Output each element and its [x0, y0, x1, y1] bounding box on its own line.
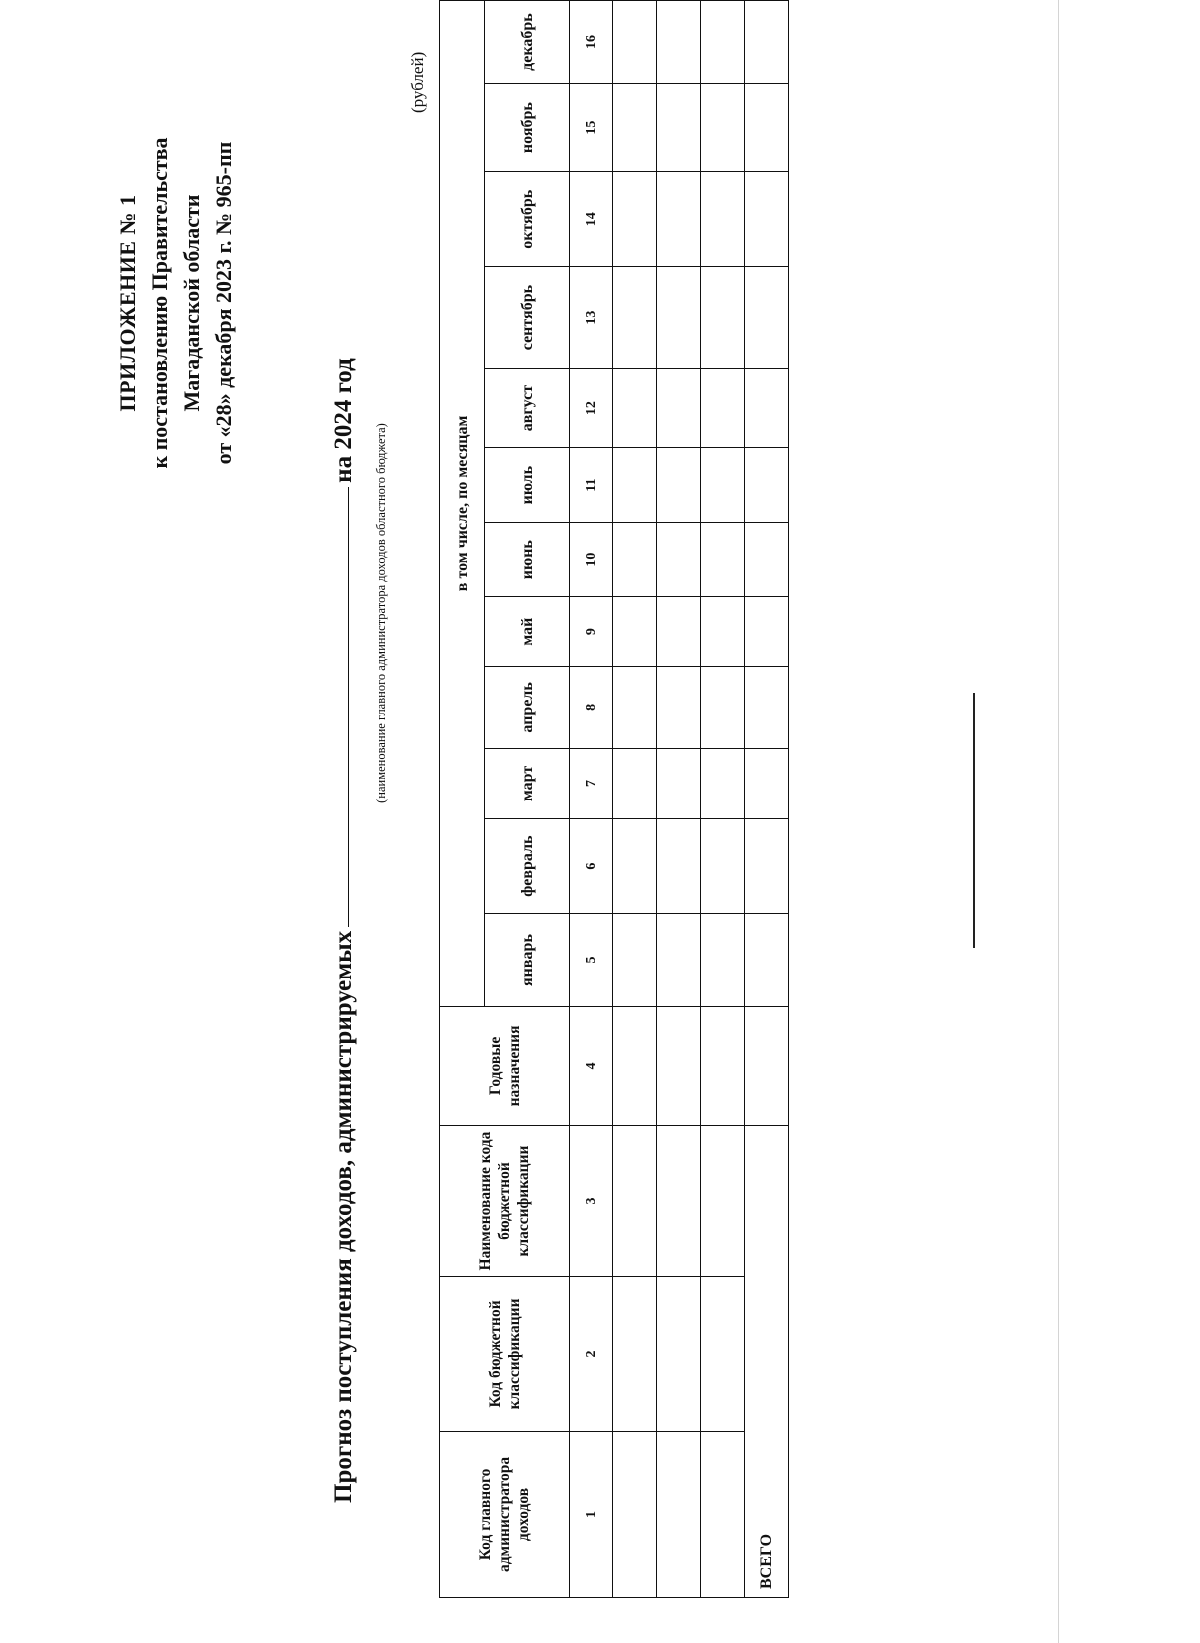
total-cell[interactable]: [745, 914, 789, 1006]
total-cell[interactable]: [745, 368, 789, 448]
administrator-name-blank[interactable]: [347, 487, 349, 927]
month-header: апрель: [485, 666, 570, 748]
column-number: 4: [570, 1006, 613, 1125]
table-cell[interactable]: [613, 368, 657, 448]
table-cell[interactable]: [657, 1431, 701, 1597]
column-number: 2: [570, 1276, 613, 1431]
header-admin-code: Код главного администратора доходов: [440, 1431, 570, 1597]
month-header: январь: [485, 914, 570, 1006]
table-cell[interactable]: [701, 914, 745, 1006]
table-cell[interactable]: [701, 1276, 745, 1431]
total-cell[interactable]: [745, 666, 789, 748]
table-cell[interactable]: [613, 84, 657, 172]
table-cell[interactable]: [657, 1, 701, 84]
table-cell[interactable]: [657, 1126, 701, 1277]
administrator-hint: (наименование главного администратора доходов областного бюджета): [374, 423, 388, 803]
month-header: декабрь: [485, 1, 570, 84]
table-cell[interactable]: [613, 914, 657, 1006]
column-number: 9: [570, 597, 613, 666]
table-cell[interactable]: [613, 1126, 657, 1277]
form-title: [330, 103, 372, 1503]
appendix-line-1: к постановлению Правительства: [147, 137, 172, 469]
table-cell[interactable]: [701, 597, 745, 666]
column-number: 14: [570, 172, 613, 267]
table-cell[interactable]: [657, 448, 701, 522]
column-number: 1: [570, 1431, 613, 1597]
column-number: 12: [570, 368, 613, 448]
column-number: 7: [570, 748, 613, 818]
month-header: март: [485, 748, 570, 818]
table-cell[interactable]: [613, 448, 657, 522]
total-cell[interactable]: [745, 267, 789, 368]
table-cell[interactable]: [657, 914, 701, 1006]
table-cell[interactable]: [613, 597, 657, 666]
table-cell[interactable]: [657, 368, 701, 448]
total-cell[interactable]: [745, 84, 789, 172]
table-cell[interactable]: [613, 1276, 657, 1431]
column-number: 15: [570, 84, 613, 172]
column-number: 8: [570, 666, 613, 748]
table-cell[interactable]: [701, 818, 745, 913]
header-budget-code: Код бюджетной классификации: [440, 1276, 570, 1431]
header-code-name: Наименование кода бюджетной классификации: [440, 1126, 570, 1277]
table-cell[interactable]: [657, 1276, 701, 1431]
total-cell[interactable]: [745, 597, 789, 666]
table-cell[interactable]: [701, 267, 745, 368]
month-header: август: [485, 368, 570, 448]
column-number: 13: [570, 267, 613, 368]
table-cell[interactable]: [701, 84, 745, 172]
total-cell[interactable]: [745, 1006, 789, 1125]
table-cell[interactable]: [613, 1, 657, 84]
table-cell[interactable]: [613, 1006, 657, 1125]
column-number: 10: [570, 522, 613, 597]
column-number: 6: [570, 818, 613, 913]
month-header: июнь: [485, 522, 570, 597]
total-cell[interactable]: [745, 172, 789, 267]
month-header: июль: [485, 448, 570, 522]
table-cell[interactable]: [613, 748, 657, 818]
table-cell[interactable]: [657, 666, 701, 748]
form-title-prefix: Прогноз поступления доходов, администрируемых: [330, 930, 357, 1503]
table-cell[interactable]: [657, 172, 701, 267]
table-cell[interactable]: [657, 748, 701, 818]
total-cell[interactable]: [745, 522, 789, 597]
total-cell[interactable]: [745, 448, 789, 522]
table-cell[interactable]: [613, 666, 657, 748]
appendix-line-3: от «28» декабря 2023 г. № 965-пп: [211, 141, 236, 465]
header-annual: Годовые назначения: [440, 1006, 570, 1125]
header-by-month: в том числе, по месяцам: [440, 1, 485, 1007]
month-header: октябрь: [485, 172, 570, 267]
appendix-line-2: Магаданской области: [179, 194, 204, 412]
month-header: февраль: [485, 818, 570, 913]
month-header: май: [485, 597, 570, 666]
table-cell[interactable]: [701, 748, 745, 818]
table-cell[interactable]: [701, 666, 745, 748]
column-number-row: [570, 1, 613, 1598]
total-row: [745, 1, 789, 1598]
table-cell[interactable]: [701, 172, 745, 267]
unit-label: (рублей): [408, 51, 427, 113]
table-cell[interactable]: [613, 172, 657, 267]
table-cell[interactable]: [701, 448, 745, 522]
table-cell[interactable]: [613, 267, 657, 368]
total-label: ВСЕГО: [745, 1126, 789, 1598]
table-row: [701, 1, 745, 1598]
column-number: 11: [570, 448, 613, 522]
total-cell[interactable]: [745, 748, 789, 818]
table-cell[interactable]: [701, 368, 745, 448]
forecast-table: [439, 0, 789, 1598]
header-row-top: [440, 1, 485, 1598]
table-cell[interactable]: [657, 267, 701, 368]
table-cell[interactable]: [657, 1006, 701, 1125]
month-header: ноябрь: [485, 84, 570, 172]
table-cell[interactable]: [701, 1431, 745, 1597]
appendix-header: [112, 43, 240, 563]
column-number: 5: [570, 914, 613, 1006]
table-cell[interactable]: [657, 84, 701, 172]
table-cell[interactable]: [657, 522, 701, 597]
column-number: 16: [570, 1, 613, 84]
month-header: сентябрь: [485, 267, 570, 368]
form-title-suffix: на 2024 год: [330, 358, 357, 483]
total-cell[interactable]: [745, 1, 789, 84]
table-cell[interactable]: [657, 818, 701, 913]
total-cell[interactable]: [745, 818, 789, 913]
table-cell[interactable]: [701, 1, 745, 84]
column-number: 3: [570, 1126, 613, 1277]
table-cell[interactable]: [613, 818, 657, 913]
table-cell[interactable]: [701, 1006, 745, 1125]
table-cell[interactable]: [613, 522, 657, 597]
table-row: [657, 1, 701, 1598]
table-cell[interactable]: [657, 597, 701, 666]
table-cell[interactable]: [701, 1126, 745, 1277]
appendix-title: ПРИЛОЖЕНИЕ № 1: [115, 194, 140, 412]
table-row: [613, 1, 657, 1598]
table-cell[interactable]: [613, 1431, 657, 1597]
table-cell[interactable]: [701, 522, 745, 597]
